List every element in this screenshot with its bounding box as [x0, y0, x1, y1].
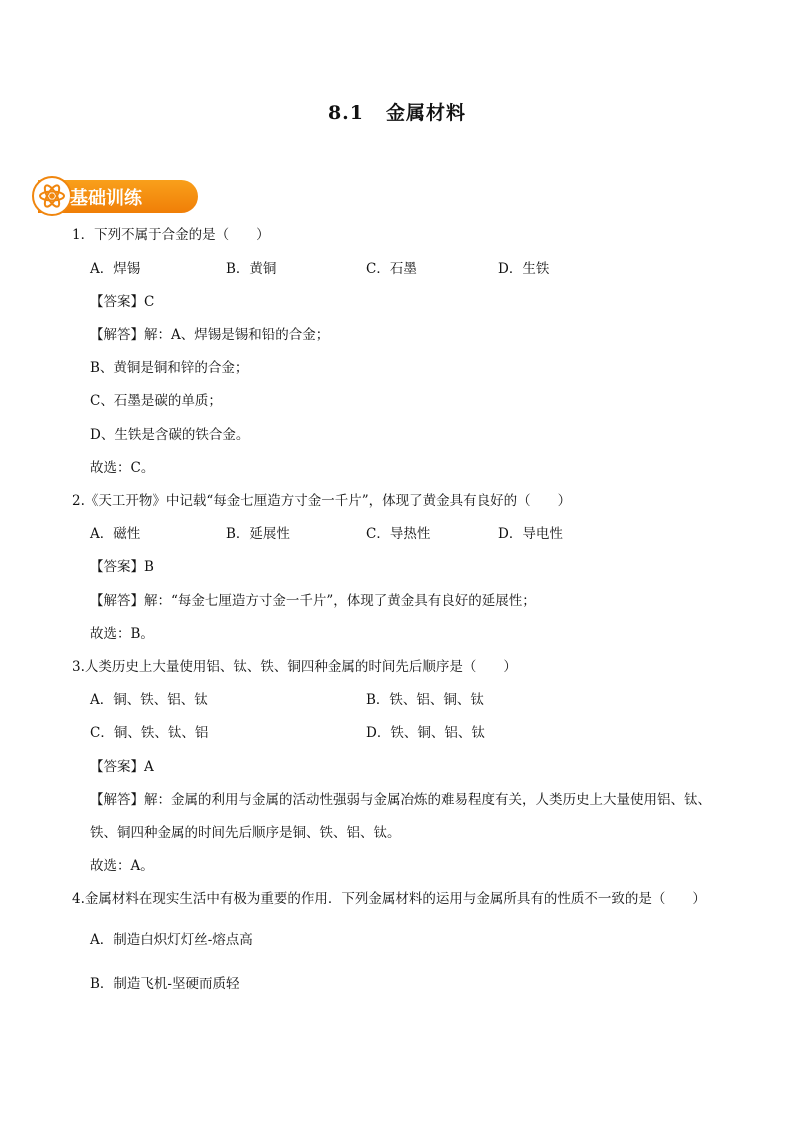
q2-analysis-line: 【解答】解：“每金七厘造方寸金一千片”，体现了黄金具有良好的延展性； — [90, 593, 536, 609]
q1-analysis-line: D、生铁是含碳的铁合金。 — [90, 427, 250, 443]
q1-analysis-line: 【解答】解：A、焊锡是锡和铅的合金； — [90, 327, 330, 343]
q1-analysis-line: 故选：C。 — [90, 460, 155, 476]
page-title — [0, 98, 794, 125]
q1-answer: 【答案】C — [90, 294, 155, 310]
q2-answer: 【答案】B — [90, 559, 154, 575]
q3-stem: 3.人类历史上大量使用铝、钛、铁、铜四种金属的时间先后顺序是（ ） — [72, 659, 517, 675]
q4-stem: 4.金属材料在现实生活中有极为重要的作用．下列金属材料的运用与金属所具有的性质不一致的是（ ） — [72, 891, 706, 907]
q1-stem: 1．下列不属于合金的是（ ） — [72, 227, 270, 243]
q3-option-c: C．铜、铁、钛、铝 — [90, 725, 209, 741]
q3-answer: 【答案】A — [90, 759, 154, 775]
q1-analysis-line: C、石墨是碳的单质； — [90, 393, 222, 409]
q4-option-a: A．制造白炽灯灯丝-熔点高 — [90, 932, 253, 948]
title-number: 8.1 — [327, 102, 365, 124]
q2-option-b: B．延展性 — [226, 526, 290, 542]
q2-stem: 2.《天工开物》中记载“每金七厘造方寸金一千片”，体现了黄金具有良好的（ ） — [72, 493, 572, 509]
q3-analysis-line: 【解答】解：金属的利用与金属的活动性强弱与金属冶炼的难易程度有关，人类历史上大量使用铝、钛、 — [90, 792, 711, 808]
q4-option-b: B．制造飞机-坚硬而质轻 — [90, 976, 240, 992]
atom-icon-badge — [32, 176, 72, 216]
q1-option-b: B．黄铜 — [226, 261, 277, 277]
q1-analysis-line: B、黄铜是铜和锌的合金； — [90, 360, 249, 376]
q2-option-d: D．导电性 — [498, 526, 563, 542]
section-label: 基础训练 — [70, 188, 142, 209]
q1-option-c: C．石墨 — [366, 261, 417, 277]
q3-analysis-line: 故选：A。 — [90, 858, 154, 874]
atom-icon — [38, 182, 66, 210]
q2-analysis-line: 故选：B。 — [90, 626, 154, 642]
q3-analysis-line: 铁、铜四种金属的时间先后顺序是铜、铁、铝、钛。 — [90, 825, 401, 841]
q1-option-a: A．焊锡 — [90, 261, 141, 277]
q3-option-a: A．铜、铁、铝、钛 — [90, 692, 208, 708]
title-text: 金属材料 — [386, 102, 467, 124]
q3-option-b: B．铁、铝、铜、钛 — [366, 692, 484, 708]
q2-option-a: A．磁性 — [90, 526, 141, 542]
q3-option-d: D．铁、铜、铝、钛 — [366, 725, 485, 741]
q2-option-c: C．导热性 — [366, 526, 431, 542]
q1-option-d: D．生铁 — [498, 261, 550, 277]
